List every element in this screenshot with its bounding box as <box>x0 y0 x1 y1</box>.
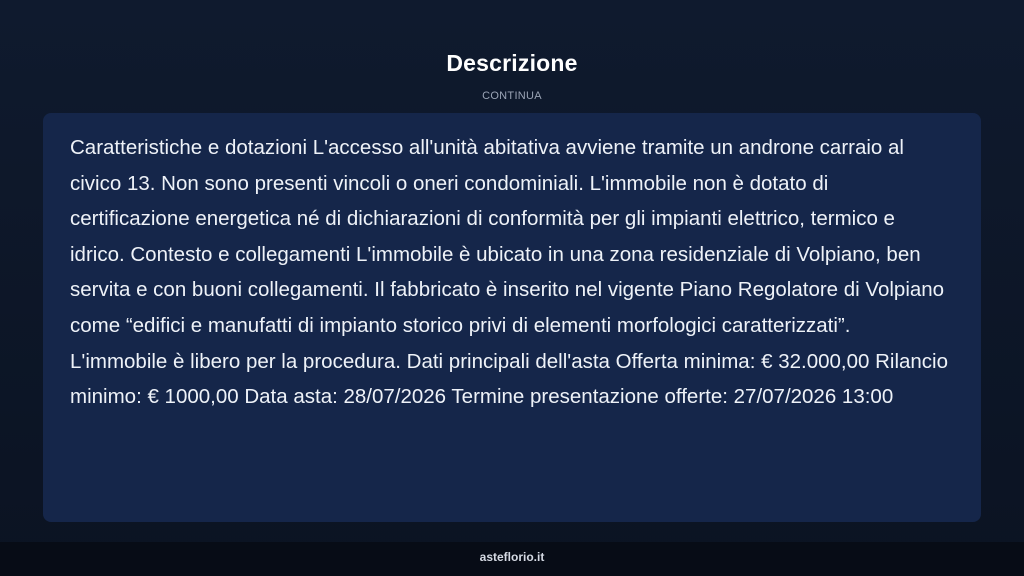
description-card <box>43 113 981 522</box>
description-text: Caratteristiche e dotazioni L'accesso all'unità abitativa avviene tramite un androne carraio al civico 13. Non sono presenti vincoli o oneri condominiali. L'immobile non è dotato di certificazione energetica né di dichiarazioni di conformità per gli impianti elettrico, termico e idrico. Contesto e collegamenti L'immobile è ubicato in una zona residenziale di Volpiano, ben servita e con buoni collegamenti. Il fabbricato è inserito nel vigente Piano Regolatore di Volpiano come “edifici e manufatti di impianto storico privi di elementi morfologici caratterizzati”. L'immobile è libero per la procedura. Dati principali dell'asta Offerta minima: € 32.000,00 Rilancio minimo: € 1000,00 Data asta: 28/07/2026 Termine presentazione offerte: 27/07/2026 13:00 <box>70 136 949 409</box>
continua-subtitle: CONTINUA <box>482 90 542 102</box>
footer-bar <box>0 542 1024 576</box>
footer-site-name: asteflorio.it <box>479 550 545 564</box>
page-title: Descrizione <box>446 50 578 76</box>
